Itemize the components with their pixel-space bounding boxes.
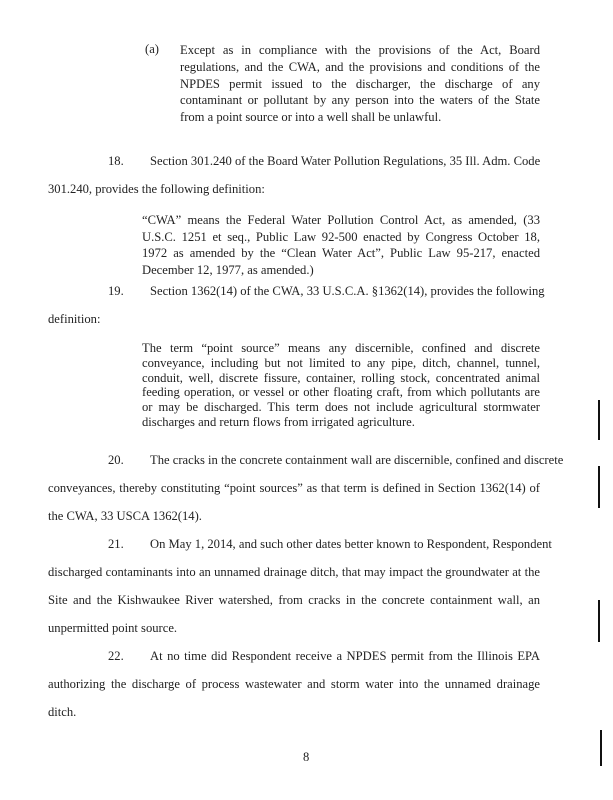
para-18-line: 301.240, provides the following definition:: [48, 182, 265, 196]
para-20-line: conveyances, thereby constituting “point sources” as that term is defined in Section 1362(14) of: [48, 481, 540, 495]
scan-mark: [598, 466, 600, 508]
para-19-line: definition:: [48, 312, 101, 326]
para-22-line: At no time did Respondent receive a NPDES permit from the Illinois EPA: [150, 649, 540, 663]
para-22-number: 22.: [108, 649, 124, 663]
page-number: 8: [303, 750, 310, 764]
para-20-line: the CWA, 33 USCA 1362(14).: [48, 509, 202, 523]
para-21-line: unpermitted point source.: [48, 621, 178, 635]
subsection-label: (a): [145, 42, 159, 56]
para-21-line: On May 1, 2014, and such other dates better known to Respondent, Respondent: [150, 537, 552, 551]
para-22-line: ditch.: [48, 705, 77, 719]
subsection-a-text: Except as in compliance with the provisions of the Act, Board regulations, and the CWA, and the provisions and conditions of the NPDES permit issued to the discharger, the discharge of any contaminant or pollutant by any person into the waters of the State from a point source or into a well shall be unlawful.: [180, 43, 540, 125]
point-source-definition-quote: The term “point source” means any discernible, confined and discrete conveyance, including but not limited to any pipe, ditch, channel, tunnel, conduit, well, discrete fissure, container, rolling stock, concentrated animal feeding operation, or vessel or other floating craft, from which pollutants are or may be discharged. This term does not include agricultural stormwater discharges and return flows from irrigated agriculture.: [142, 341, 540, 429]
scan-mark: [598, 600, 600, 642]
cwa-definition-quote: “CWA” means the Federal Water Pollution Control Act, as amended, (33 U.S.C. 1251 et seq., Public Law 92-500 enacted by Congress October 18, 1972 as amended by the “Clean Water Act”, Public Law 95-217, enacted December 12, 1977, as amended.): [142, 213, 540, 277]
para-20-number: 20.: [108, 453, 124, 467]
scan-mark: [598, 400, 600, 440]
para-19-number: 19.: [108, 284, 124, 298]
para-21-line: discharged contaminants into an unnamed drainage ditch, that may impact the groundwater at the: [48, 565, 540, 579]
para-22-line: authorizing the discharge of process wastewater and storm water into the unnamed drainage: [48, 677, 540, 691]
para-19-line: Section 1362(14) of the CWA, 33 U.S.C.A. §1362(14), provides the following: [150, 284, 545, 298]
scan-mark: [600, 730, 602, 766]
para-18-number: 18.: [108, 154, 124, 168]
para-18-line: Section 301.240 of the Board Water Pollution Regulations, 35 Ill. Adm. Code: [150, 154, 541, 168]
para-21-number: 21.: [108, 537, 124, 551]
para-21-line: Site and the Kishwaukee River watershed, from cracks in the concrete containment wall, an: [48, 593, 540, 607]
para-20-line: The cracks in the concrete containment wall are discernible, confined and discrete: [150, 453, 564, 467]
